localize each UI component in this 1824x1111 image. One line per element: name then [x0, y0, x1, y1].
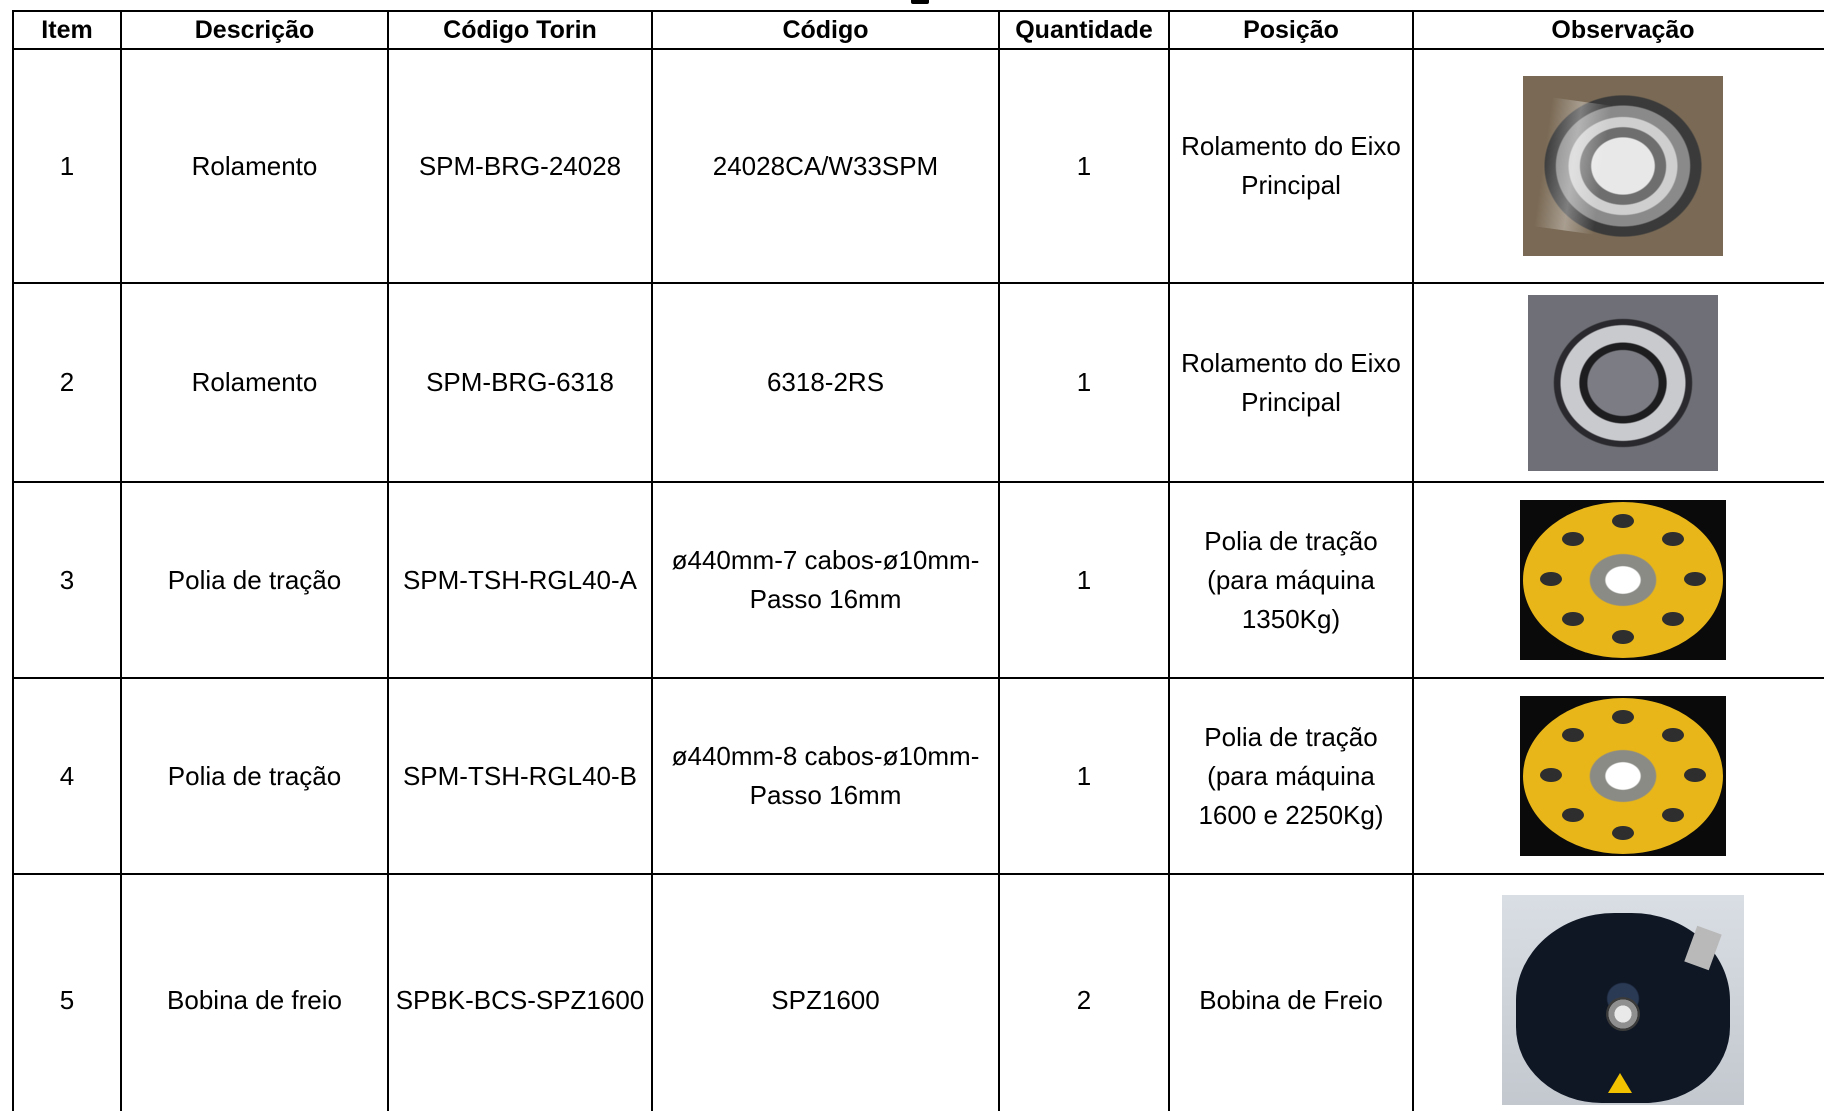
cell-posicao: Polia de tração (para máquina 1600 e 2250Kg) [1169, 678, 1413, 874]
sealed-ball-bearing-photo [1528, 295, 1718, 471]
cell-codigo-torin: SPM-TSH-RGL40-A [388, 482, 652, 678]
table-row [13, 482, 1824, 678]
cell-codigo: 6318-2RS [652, 283, 999, 482]
header-posicao: Posição [1169, 11, 1413, 49]
table-row [13, 283, 1824, 482]
cell-codigo: 24028CA/W33SPM [652, 49, 999, 283]
header-observacao: Observação [1413, 11, 1824, 49]
yellow-traction-sheave-photo [1520, 696, 1726, 856]
cell-descricao: Bobina de freio [121, 874, 388, 1111]
cell-item: 2 [13, 283, 121, 482]
cell-observacao [1413, 874, 1824, 1111]
cell-posicao: Rolamento do Eixo Principal [1169, 283, 1413, 482]
cell-descricao: Rolamento [121, 49, 388, 283]
cell-quantidade: 1 [999, 283, 1169, 482]
cell-observacao [1413, 283, 1824, 482]
cell-posicao: Bobina de Freio [1169, 874, 1413, 1111]
cell-descricao: Polia de tração [121, 482, 388, 678]
header-codigo: Código [652, 11, 999, 49]
header-quantidade: Quantidade [999, 11, 1169, 49]
cell-item: 5 [13, 874, 121, 1111]
cell-codigo-torin: SPM-BRG-24028 [388, 49, 652, 283]
table-row [13, 678, 1824, 874]
cell-observacao [1413, 49, 1824, 283]
cell-codigo-torin: SPBK-BCS-SPZ1600 [388, 874, 652, 1111]
cell-codigo: ø440mm-8 cabos-ø10mm-Passo 16mm [652, 678, 999, 874]
tapered-roller-bearing-photo [1523, 76, 1723, 256]
cell-item: 4 [13, 678, 121, 874]
cell-observacao [1413, 678, 1824, 874]
parts-table [12, 10, 1824, 1111]
cell-descricao: Rolamento [121, 283, 388, 482]
table-row [13, 49, 1824, 283]
cell-codigo-torin: SPM-TSH-RGL40-B [388, 678, 652, 874]
header-descricao: Descrição [121, 11, 388, 49]
cell-quantidade: 1 [999, 482, 1169, 678]
cell-item: 3 [13, 482, 121, 678]
cell-codigo: ø440mm-7 cabos-ø10mm-Passo 16mm [652, 482, 999, 678]
header-codigo-torin: Código Torin [388, 11, 652, 49]
cell-quantidade: 2 [999, 874, 1169, 1111]
cell-codigo: SPZ1600 [652, 874, 999, 1111]
yellow-traction-sheave-photo [1520, 500, 1726, 660]
cell-quantidade: 1 [999, 678, 1169, 874]
warning-triangle-icon [1608, 1073, 1632, 1093]
cell-item: 1 [13, 49, 121, 283]
cell-descricao: Polia de tração [121, 678, 388, 874]
cell-posicao: Rolamento do Eixo Principal [1169, 49, 1413, 283]
table-row [13, 874, 1824, 1111]
cropped-title-fragment [911, 0, 929, 4]
header-item: Item [13, 11, 121, 49]
brake-coil-photo [1502, 895, 1744, 1105]
cell-observacao [1413, 482, 1824, 678]
cell-quantidade: 1 [999, 49, 1169, 283]
cell-codigo-torin: SPM-BRG-6318 [388, 283, 652, 482]
table-header-row [13, 11, 1824, 49]
cell-posicao: Polia de tração (para máquina 1350Kg) [1169, 482, 1413, 678]
